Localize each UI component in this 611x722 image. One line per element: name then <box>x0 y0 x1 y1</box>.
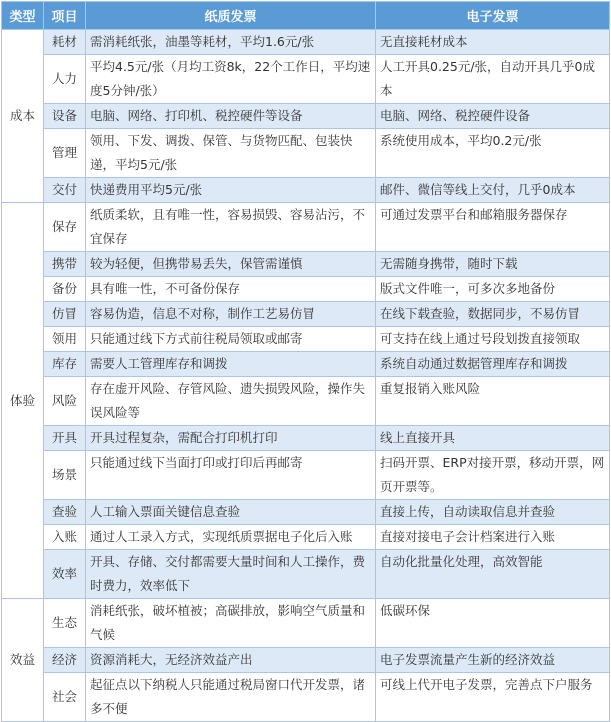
item-cell: 库存 <box>44 352 86 377</box>
paper-cell: 通过人工录入方式，实现纸质票据电子化后入账 <box>86 525 376 550</box>
table-row <box>2 525 610 550</box>
paper-cell: 具有唯一性，不可备份保存 <box>86 277 376 302</box>
type-cell: 成本 <box>2 30 44 203</box>
item-cell: 入账 <box>44 525 86 550</box>
table-row <box>2 648 610 673</box>
electronic-cell: 邮件、微信等线上交付，几乎0成本 <box>376 178 610 203</box>
table-row <box>2 327 610 352</box>
paper-cell: 电脑、网络、打印机、税控硬件等设备 <box>86 104 376 129</box>
paper-cell: 快递费用平均5元/张 <box>86 178 376 203</box>
table-row <box>2 500 610 525</box>
item-cell: 开具 <box>44 426 86 451</box>
electronic-cell: 系统使用成本，平均0.2元/张 <box>376 129 610 178</box>
paper-cell: 起征点以下纳税人只能通过税局窗口代开发票，诸多不便 <box>86 673 376 722</box>
table-row <box>2 352 610 377</box>
header-type: 类型 <box>2 2 44 30</box>
paper-cell: 只能通过线下当面打印或打印后再邮寄 <box>86 451 376 500</box>
electronic-cell: 低碳环保 <box>376 599 610 648</box>
paper-cell: 只能通过线下方式前往税局领取或邮寄 <box>86 327 376 352</box>
table-row <box>2 178 610 203</box>
electronic-cell: 无需随身携带，随时下载 <box>376 252 610 277</box>
electronic-cell: 在线下载查验，数据同步，不易仿冒 <box>376 302 610 327</box>
paper-cell: 人工输入票面关键信息查验 <box>86 500 376 525</box>
item-cell: 人力 <box>44 55 86 104</box>
item-cell: 社会 <box>44 673 86 722</box>
item-cell: 交付 <box>44 178 86 203</box>
paper-cell: 容易伪造，信息不对称，制作工艺易仿冒 <box>86 302 376 327</box>
electronic-cell: 自动化批量化处理，高效智能 <box>376 550 610 599</box>
electronic-cell: 直接上传，自动读取信息并查验 <box>376 500 610 525</box>
header-paper: 纸质发票 <box>86 2 376 30</box>
paper-cell: 开具过程复杂，需配合打印机打印 <box>86 426 376 451</box>
electronic-cell: 无直接耗材成本 <box>376 30 610 55</box>
electronic-cell: 电脑、网络、税控硬件设备 <box>376 104 610 129</box>
item-cell: 生态 <box>44 599 86 648</box>
table-row <box>2 377 610 426</box>
item-cell: 经济 <box>44 648 86 673</box>
type-cell: 体验 <box>2 203 44 599</box>
table-row <box>2 277 610 302</box>
item-cell: 场景 <box>44 451 86 500</box>
electronic-cell: 电子发票流量产生新的经济效益 <box>376 648 610 673</box>
item-cell: 携带 <box>44 252 86 277</box>
paper-cell: 纸质柔软，且有唯一性，容易损毁、容易沾污，不宜保存 <box>86 203 376 252</box>
table-row <box>2 426 610 451</box>
item-cell: 备份 <box>44 277 86 302</box>
item-cell: 设备 <box>44 104 86 129</box>
electronic-cell: 版式文件唯一，可多次多地备份 <box>376 277 610 302</box>
paper-cell: 存在虚开风险、存管风险、遗失损毁风险，操作失误风险等 <box>86 377 376 426</box>
item-cell: 仿冒 <box>44 302 86 327</box>
paper-cell: 需要人工管理库存和调拨 <box>86 352 376 377</box>
electronic-cell: 线上直接开具 <box>376 426 610 451</box>
paper-cell: 消耗纸张，破坏植被；高碳排放，影响空气质量和气候 <box>86 599 376 648</box>
item-cell: 管理 <box>44 129 86 178</box>
paper-cell: 领用、下发、调拨、保管、与货物匹配、包装快递，平均5元/张 <box>86 129 376 178</box>
table-row <box>2 302 610 327</box>
item-cell: 保存 <box>44 203 86 252</box>
invoice-comparison-table <box>1 1 610 722</box>
paper-cell: 平均4.5元/张（月均工资8k，22个工作日，平均速度5分钟/张） <box>86 55 376 104</box>
table-row <box>2 104 610 129</box>
electronic-cell: 可支持在线上通过号段划拨直接领取 <box>376 327 610 352</box>
header-electronic: 电子发票 <box>376 2 610 30</box>
table-row <box>2 599 610 648</box>
electronic-cell: 重复报销入账风险 <box>376 377 610 426</box>
table-row <box>2 203 610 252</box>
paper-cell: 需消耗纸张，油墨等耗材，平均1.6元/张 <box>86 30 376 55</box>
item-cell: 查验 <box>44 500 86 525</box>
table-row <box>2 550 610 599</box>
item-cell: 耗材 <box>44 30 86 55</box>
table-row <box>2 451 610 500</box>
table-row <box>2 673 610 722</box>
electronic-cell: 系统自动通过数据管理库存和调拨 <box>376 352 610 377</box>
electronic-cell: 直接对接电子会计档案进行入账 <box>376 525 610 550</box>
item-cell: 效率 <box>44 550 86 599</box>
electronic-cell: 可线上代开电子发票，完善点下户服务 <box>376 673 610 722</box>
table-row <box>2 30 610 55</box>
type-cell: 效益 <box>2 599 44 722</box>
table-row <box>2 55 610 104</box>
electronic-cell: 人工开具0.25元/张，自动开具几乎0成本 <box>376 55 610 104</box>
electronic-cell: 扫码开票、ERP对接开票，移动开票，网页开票等。 <box>376 451 610 500</box>
table-row <box>2 129 610 178</box>
header-row <box>2 2 610 30</box>
item-cell: 领用 <box>44 327 86 352</box>
item-cell: 风险 <box>44 377 86 426</box>
paper-cell: 资源消耗大，无经济效益产出 <box>86 648 376 673</box>
paper-cell: 较为轻便，但携带易丢失，保管需谨慎 <box>86 252 376 277</box>
table-row <box>2 252 610 277</box>
header-item: 项目 <box>44 2 86 30</box>
electronic-cell: 可通过发票平台和邮箱服务器保存 <box>376 203 610 252</box>
paper-cell: 开具、存储、交付都需要大量时间和人工操作，费时费力，效率低下 <box>86 550 376 599</box>
